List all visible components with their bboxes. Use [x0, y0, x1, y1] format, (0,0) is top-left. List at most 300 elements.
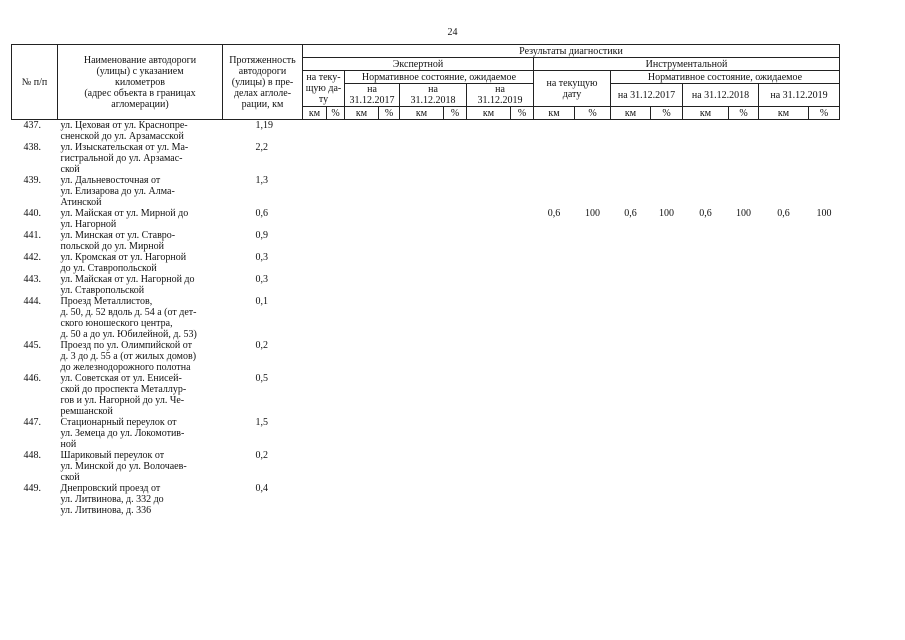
instrumental-cell: [651, 483, 683, 516]
header-instr-date-2019: на 31.12.2019: [759, 84, 840, 107]
road-name-line: д. 50 а до ул. Юбилейной, д. 53): [60, 329, 197, 340]
unit-percent-header: %: [327, 107, 345, 120]
expert-cell: [400, 274, 444, 296]
road-name: [58, 450, 223, 483]
instrumental-cell: [729, 252, 759, 274]
expert-cell: [379, 175, 400, 208]
expert-cell: [444, 340, 467, 373]
expert-cell: [467, 175, 511, 208]
instrumental-cell: [534, 296, 575, 340]
instrumental-cell: [534, 252, 575, 274]
road-length: 1,19: [255, 120, 273, 131]
road-length: 1,3: [255, 175, 268, 186]
instrumental-cell: [809, 450, 840, 483]
instrumental-cell: [575, 175, 611, 208]
row-number: 441.: [23, 230, 41, 241]
expert-cell: [303, 340, 327, 373]
table-row: [12, 483, 840, 516]
header-expert-date-line: на: [428, 84, 438, 95]
instrumental-cell: [651, 142, 683, 175]
instrumental-cell: [651, 274, 683, 296]
expert-cell: [511, 274, 534, 296]
expert-cell: [511, 142, 534, 175]
expert-cell: [467, 142, 511, 175]
instrumental-cell: [683, 417, 729, 450]
expert-cell: [400, 450, 444, 483]
instrumental-cell: [683, 296, 729, 340]
unit-percent-header: %: [651, 107, 683, 120]
expert-cell: [327, 417, 345, 450]
table-row: [12, 274, 840, 296]
header-name: [58, 45, 223, 120]
header-expert-date-2017: [345, 84, 400, 107]
expert-cell: [303, 296, 327, 340]
expert-cell: [379, 120, 400, 143]
header-instr-current: [534, 71, 611, 107]
instrumental-cell: [534, 450, 575, 483]
instrumental-cell: [575, 373, 611, 417]
instrumental-cell: [729, 450, 759, 483]
expert-cell: [400, 296, 444, 340]
road-name-line: гистральной до ул. Арзамас-: [60, 153, 183, 164]
road-name: [58, 230, 223, 252]
expert-cell: [345, 208, 379, 230]
instrumental-cell: [759, 120, 809, 143]
row-number: 440.: [23, 208, 41, 219]
expert-cell: [379, 296, 400, 340]
road-name-line: гов и ул. Нагорной до ул. Че-: [60, 395, 185, 406]
table-row: [12, 175, 840, 208]
road-name: [58, 208, 223, 230]
header-length-line: делах аглоле-: [233, 87, 292, 99]
expert-cell: [303, 373, 327, 417]
road-name-line: ул. Литвинова, д. 336: [60, 505, 152, 516]
instrumental-cell: [611, 142, 651, 175]
instrumental-cell: [651, 120, 683, 143]
expert-cell: [444, 175, 467, 208]
expert-cell: [379, 230, 400, 252]
expert-cell: [511, 120, 534, 143]
instrumental-cell: 100: [585, 208, 600, 219]
expert-cell: [345, 142, 379, 175]
expert-cell: [467, 274, 511, 296]
expert-cell: [444, 483, 467, 516]
expert-cell: [379, 274, 400, 296]
road-name: [58, 252, 223, 274]
header-name-line: километров: [115, 76, 165, 88]
instrumental-cell: [575, 252, 611, 274]
road-name-line: до ул. Ставропольской: [60, 263, 157, 274]
road-name: [58, 175, 223, 208]
instrumental-cell: [759, 417, 809, 450]
expert-cell: [467, 208, 511, 230]
header-instr-current-line: на текущую: [546, 77, 598, 89]
header-expert-date-2019: [467, 84, 534, 107]
expert-cell: [345, 252, 379, 274]
instrumental-cell: 100: [816, 208, 832, 219]
road-name-line: до железнодорожного полотна: [60, 362, 191, 373]
instrumental-cell: [809, 274, 840, 296]
unit-percent-header: %: [809, 107, 840, 120]
table-row: [12, 340, 840, 373]
diagnostics-table: [11, 44, 840, 516]
instrumental-cell: [534, 373, 575, 417]
header-expert-date-line: на: [367, 84, 377, 95]
expert-cell: [444, 296, 467, 340]
header-length-line: автодороги: [238, 65, 287, 77]
instrumental-cell: [611, 373, 651, 417]
expert-cell: [467, 120, 511, 143]
road-name-line: польской до ул. Мирной: [60, 241, 164, 252]
header-expert-date-2018: [400, 84, 467, 107]
road-name-line: ской до проспекта Металлур-: [60, 384, 187, 395]
expert-cell: [379, 373, 400, 417]
instrumental-cell: [651, 417, 683, 450]
instrumental-cell: [683, 230, 729, 252]
unit-percent-header: %: [379, 107, 400, 120]
expert-cell: [303, 175, 327, 208]
road-name-line: Проезд по ул. Олимпийской от: [60, 340, 192, 351]
expert-cell: [444, 252, 467, 274]
road-name-line: Шариковый переулок от: [60, 450, 165, 461]
row-number: 439.: [23, 175, 41, 186]
road-length: 0,3: [255, 252, 268, 263]
instrumental-cell: [759, 274, 809, 296]
row-number: 443.: [23, 274, 41, 285]
header-expert-current-line: щую да-: [305, 83, 342, 94]
expert-cell: [345, 340, 379, 373]
instrumental-cell: [651, 373, 683, 417]
road-name-line: ской: [60, 472, 80, 483]
expert-cell: [327, 340, 345, 373]
instrumental-cell: [809, 142, 840, 175]
header-instr-date-2017: на 31.12.2017: [611, 84, 683, 107]
expert-cell: [511, 175, 534, 208]
instrumental-cell: [534, 483, 575, 516]
unit-percent-header: %: [729, 107, 759, 120]
instrumental-cell: 0,6: [777, 208, 790, 219]
road-name: [58, 120, 223, 143]
instrumental-cell: [611, 230, 651, 252]
unit-percent-header: %: [575, 107, 611, 120]
unit-km-header: км: [345, 107, 379, 120]
road-name-line: Атинской: [60, 197, 102, 208]
unit-percent-header: %: [511, 107, 534, 120]
road-name: [58, 142, 223, 175]
instrumental-cell: [759, 340, 809, 373]
row-number: 447.: [23, 417, 41, 428]
expert-cell: [379, 208, 400, 230]
instrumental-cell: [683, 175, 729, 208]
road-name-line: ной: [60, 439, 77, 450]
unit-km-header: км: [400, 107, 444, 120]
instrumental-cell: [651, 296, 683, 340]
road-name: [58, 373, 223, 417]
expert-cell: [400, 208, 444, 230]
unit-km-header: км: [303, 107, 327, 120]
instrumental-cell: [759, 142, 809, 175]
instrumental-cell: [809, 417, 840, 450]
expert-cell: [327, 230, 345, 252]
header-name-line: Наименование автодороги: [83, 54, 197, 66]
road-length: 0,1: [255, 296, 268, 307]
expert-cell: [467, 373, 511, 417]
instrumental-cell: [575, 120, 611, 143]
row-number: 445.: [23, 340, 41, 351]
expert-cell: [444, 274, 467, 296]
expert-cell: [400, 120, 444, 143]
expert-cell: [303, 120, 327, 143]
table-row: [12, 120, 840, 143]
expert-cell: [400, 142, 444, 175]
page-number: 24: [447, 27, 458, 38]
instrumental-cell: [759, 483, 809, 516]
road-length: 0,9: [255, 230, 268, 241]
header-num: № п/п: [12, 45, 58, 120]
expert-cell: [327, 175, 345, 208]
road-length: 2,2: [255, 142, 268, 153]
expert-cell: [467, 252, 511, 274]
expert-cell: [303, 252, 327, 274]
instrumental-cell: [683, 142, 729, 175]
road-name-line: ул. Майская от ул. Нагорной до: [60, 274, 195, 285]
instrumental-cell: [534, 274, 575, 296]
expert-cell: [345, 274, 379, 296]
expert-cell: [345, 450, 379, 483]
instrumental-cell: [683, 450, 729, 483]
road-name-line: ул. Ставропольской: [60, 285, 145, 296]
expert-cell: [345, 175, 379, 208]
expert-cell: [327, 274, 345, 296]
expert-cell: [327, 142, 345, 175]
instrumental-cell: [729, 230, 759, 252]
instrumental-cell: [759, 296, 809, 340]
road-name-line: ул. Цеховая от ул. Краснопре-: [60, 120, 188, 131]
road-name-line: ул. Изыскательская от ул. Ма-: [60, 142, 189, 153]
instrumental-cell: [809, 175, 840, 208]
road-name-line: Днепровский проезд от: [60, 483, 161, 494]
header-length: [223, 45, 303, 120]
expert-cell: [327, 296, 345, 340]
expert-cell: [303, 230, 327, 252]
expert-cell: [303, 417, 327, 450]
expert-cell: [379, 252, 400, 274]
instrumental-cell: 0,6: [699, 208, 712, 219]
expert-cell: [379, 340, 400, 373]
table-row: [12, 142, 840, 175]
expert-cell: [303, 142, 327, 175]
instrumental-cell: [611, 450, 651, 483]
instrumental-cell: [759, 450, 809, 483]
table-row: [12, 373, 840, 417]
expert-cell: [444, 208, 467, 230]
unit-km-header: км: [611, 107, 651, 120]
instrumental-cell: [729, 373, 759, 417]
expert-cell: [444, 417, 467, 450]
instrumental-cell: [683, 340, 729, 373]
instrumental-cell: [729, 340, 759, 373]
header-expert-date-line: на: [495, 84, 505, 95]
expert-cell: [379, 450, 400, 483]
expert-cell: [511, 208, 534, 230]
row-number: 438.: [23, 142, 41, 153]
row-number: 449.: [23, 483, 41, 494]
road-name-line: Проезд Металлистов,: [60, 296, 153, 307]
instrumental-cell: [534, 417, 575, 450]
road-name-line: ремшанской: [60, 406, 113, 417]
expert-cell: [327, 120, 345, 143]
header-instr-current-line: дату: [562, 88, 582, 100]
table-row: [12, 252, 840, 274]
expert-cell: [467, 450, 511, 483]
instrumental-cell: [683, 120, 729, 143]
expert-cell: [400, 340, 444, 373]
expert-cell: [444, 142, 467, 175]
header-name-line: агломерации): [111, 98, 169, 110]
expert-cell: [511, 417, 534, 450]
road-length: 1,5: [255, 417, 268, 428]
instrumental-cell: [534, 175, 575, 208]
instrumental-cell: [759, 252, 809, 274]
expert-cell: [327, 483, 345, 516]
instrumental-cell: [651, 340, 683, 373]
instrumental-cell: [611, 296, 651, 340]
road-name-line: ул. Дальневосточная от: [60, 175, 161, 186]
instrumental-cell: [651, 252, 683, 274]
instrumental-cell: [759, 373, 809, 417]
road-name: [58, 483, 223, 516]
header-instrumental: Инструментальной: [534, 58, 840, 71]
road-name: [58, 296, 223, 340]
instrumental-cell: [611, 274, 651, 296]
expert-cell: [467, 417, 511, 450]
unit-km-header: км: [759, 107, 809, 120]
instrumental-cell: [759, 230, 809, 252]
instrumental-cell: [651, 175, 683, 208]
road-name-line: д. 3 до д. 55 а (от жилых домов): [60, 351, 197, 362]
instrumental-cell: [611, 252, 651, 274]
instrumental-cell: [534, 142, 575, 175]
instrumental-cell: [729, 483, 759, 516]
unit-percent-header: %: [444, 107, 467, 120]
road-name-line: ул. Минской до ул. Волочаев-: [60, 461, 187, 472]
road-name: [58, 417, 223, 450]
header-instr-date-2018: на 31.12.2018: [683, 84, 759, 107]
expert-cell: [327, 252, 345, 274]
road-name: [58, 274, 223, 296]
expert-cell: [467, 296, 511, 340]
road-name-line: ул. Советская от ул. Енисей-: [60, 373, 182, 384]
instrumental-cell: [729, 296, 759, 340]
unit-km-header: км: [534, 107, 575, 120]
instrumental-cell: [575, 230, 611, 252]
road-length: 0,6: [255, 208, 268, 219]
table-row: [12, 417, 840, 450]
instrumental-cell: [575, 296, 611, 340]
road-length: 0,5: [255, 373, 268, 384]
instrumental-cell: [683, 373, 729, 417]
road-name-line: д. 50, д. 52 вдоль д. 54 а (от дет-: [60, 307, 197, 318]
instrumental-cell: [534, 340, 575, 373]
expert-cell: [511, 450, 534, 483]
header-expert-current-line: на теку-: [306, 72, 341, 83]
instrumental-cell: [683, 274, 729, 296]
instrumental-cell: [611, 417, 651, 450]
row-number: 444.: [23, 296, 41, 307]
instrumental-cell: [611, 340, 651, 373]
instrumental-cell: [729, 175, 759, 208]
header-length-line: рации, км: [241, 98, 284, 110]
expert-cell: [400, 175, 444, 208]
expert-cell: [444, 450, 467, 483]
instrumental-cell: [575, 417, 611, 450]
expert-cell: [345, 120, 379, 143]
expert-cell: [467, 483, 511, 516]
instrumental-cell: [809, 230, 840, 252]
instrumental-cell: [683, 252, 729, 274]
instrumental-cell: [809, 120, 840, 143]
road-name-line: ул. Минская от ул. Ставро-: [60, 230, 176, 241]
road-name-line: ул. Земеца до ул. Локомотив-: [60, 428, 185, 439]
expert-cell: [444, 373, 467, 417]
road-name-line: ского юношеского центра,: [60, 318, 173, 329]
instrumental-cell: 100: [736, 208, 751, 219]
expert-cell: [400, 483, 444, 516]
road-name-line: ул. Елизарова до ул. Алма-: [60, 186, 175, 197]
header-expert-current-line: ту: [318, 94, 329, 105]
expert-cell: [303, 450, 327, 483]
table-row: [12, 230, 840, 252]
instrumental-cell: [534, 230, 575, 252]
expert-cell: [511, 230, 534, 252]
instrumental-cell: [729, 417, 759, 450]
expert-cell: [345, 483, 379, 516]
expert-cell: [303, 274, 327, 296]
expert-cell: [400, 230, 444, 252]
instrumental-cell: [651, 450, 683, 483]
expert-cell: [511, 252, 534, 274]
expert-cell: [303, 483, 327, 516]
table-row: [12, 208, 840, 230]
road-length: 0,2: [255, 340, 268, 351]
expert-cell: [327, 450, 345, 483]
instrumental-cell: [809, 296, 840, 340]
row-number: 448.: [23, 450, 41, 461]
expert-cell: [379, 417, 400, 450]
row-number: 442.: [23, 252, 41, 263]
instrumental-cell: [575, 340, 611, 373]
instrumental-cell: [611, 175, 651, 208]
instrumental-cell: [729, 274, 759, 296]
road-name-line: ул. Кромская от ул. Нагорной: [60, 252, 187, 263]
expert-cell: [379, 142, 400, 175]
table-row: [12, 296, 840, 340]
unit-km-header: км: [683, 107, 729, 120]
instrumental-cell: [809, 340, 840, 373]
header-name-line: (улицы) с указанием: [96, 65, 184, 77]
instrumental-cell: [575, 274, 611, 296]
road-name-line: ул. Майская от ул. Мирной до: [60, 208, 189, 219]
expert-cell: [467, 230, 511, 252]
instrumental-cell: [611, 120, 651, 143]
instrumental-cell: [575, 450, 611, 483]
unit-km-header: км: [467, 107, 511, 120]
instrumental-cell: [729, 142, 759, 175]
header-expert-current: [303, 71, 345, 107]
header-expert: Экспертной: [303, 58, 534, 71]
header-name-line: (адрес объекта в границах: [84, 87, 196, 99]
road-name-line: ул. Нагорной: [60, 219, 117, 230]
